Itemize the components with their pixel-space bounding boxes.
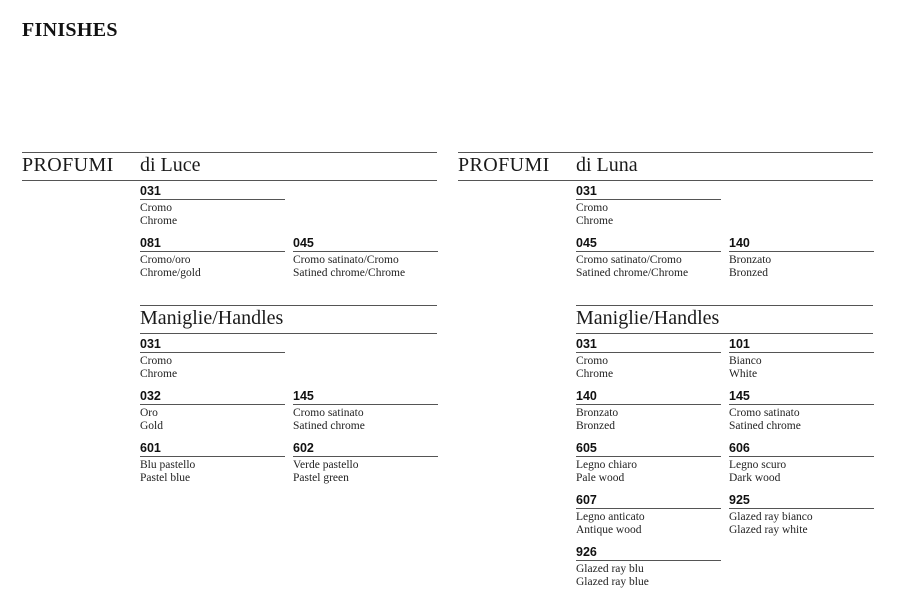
finish-name-italian: Glazed ray blu <box>576 563 644 575</box>
finish-code: 140 <box>729 236 874 252</box>
finish-description <box>576 511 721 536</box>
finish-code: 045 <box>293 236 438 252</box>
finish-name-english: Bronzed <box>576 419 615 432</box>
finishes-list <box>576 184 873 288</box>
finish-name-english: White <box>729 367 758 380</box>
finish-code: 926 <box>576 545 721 561</box>
finish-description <box>140 407 285 432</box>
finish-item <box>576 184 721 236</box>
finish-description <box>729 511 874 536</box>
finish-name-italian: Blu pastello <box>140 459 196 471</box>
finish-name-english: Glazed ray blue <box>576 575 649 588</box>
finish-code: 031 <box>140 337 285 353</box>
empty-cell <box>293 184 438 236</box>
finish-description <box>576 254 721 279</box>
collection-column-di-luce <box>22 152 437 493</box>
finish-name-english: Antique wood <box>576 523 642 536</box>
finish-item <box>576 493 721 545</box>
finish-description <box>576 459 721 484</box>
finish-name-italian: Legno chiaro <box>576 459 637 471</box>
finish-name-english: Dark wood <box>729 471 781 484</box>
finish-description <box>140 254 285 279</box>
finish-item <box>576 545 721 597</box>
finish-description <box>293 459 438 484</box>
finish-item <box>729 236 874 288</box>
collection-header <box>458 152 873 181</box>
handles-section-title: Maniglie/Handles <box>140 305 437 334</box>
finish-description <box>729 254 874 279</box>
finish-item <box>576 337 721 389</box>
finish-description <box>140 355 285 380</box>
finish-code: 140 <box>576 389 721 405</box>
finish-name-italian: Bronzato <box>576 407 619 419</box>
finish-code: 145 <box>729 389 874 405</box>
finish-code: 031 <box>576 184 721 200</box>
finish-item <box>729 389 874 441</box>
finishes-list <box>140 184 437 288</box>
finish-item <box>729 337 874 389</box>
finish-name-italian: Cromo <box>140 202 172 214</box>
finish-name-italian: Cromo satinato <box>729 407 800 419</box>
finish-item <box>576 441 721 493</box>
finish-name-english: Chrome/gold <box>140 266 201 279</box>
finish-item <box>576 236 721 288</box>
finish-item <box>140 337 285 389</box>
collection-header <box>22 152 437 181</box>
finish-name-italian: Legno scuro <box>729 459 787 471</box>
finish-code: 925 <box>729 493 874 509</box>
finish-code: 605 <box>576 441 721 457</box>
finish-code: 031 <box>576 337 721 353</box>
finish-name-english: Pastel green <box>293 471 349 484</box>
finish-item <box>576 389 721 441</box>
finish-item <box>293 389 438 441</box>
collection-name: di Luna <box>576 154 638 176</box>
brand-name: PROFUMI <box>458 154 550 176</box>
finish-description <box>576 355 721 380</box>
finish-code: 081 <box>140 236 285 252</box>
handles-list <box>576 337 873 597</box>
finish-name-italian: Legno anticato <box>576 511 645 523</box>
finish-name-italian: Bronzato <box>729 254 772 266</box>
finish-name-english: Chrome <box>576 214 614 227</box>
finish-name-english: Chrome <box>576 367 614 380</box>
finish-description <box>576 563 721 588</box>
finish-item <box>293 236 438 288</box>
finish-name-italian: Cromo satinato/Cromo <box>576 254 682 266</box>
brand-name: PROFUMI <box>22 154 114 176</box>
finish-description <box>140 459 285 484</box>
finish-name-italian: Cromo <box>576 355 608 367</box>
empty-cell <box>729 184 874 236</box>
finish-code: 606 <box>729 441 874 457</box>
finish-name-english: Satined chrome <box>293 419 365 432</box>
finish-item <box>729 441 874 493</box>
finish-name-italian: Cromo satinato/Cromo <box>293 254 399 266</box>
finish-description <box>729 459 874 484</box>
finish-name-english: Satined chrome/Chrome <box>576 266 689 279</box>
finish-name-english: Bronzed <box>729 266 768 279</box>
finish-name-english: Satined chrome/Chrome <box>293 266 406 279</box>
handles-list <box>140 337 437 493</box>
handles-section-title: Maniglie/Handles <box>576 305 873 334</box>
finish-code: 601 <box>140 441 285 457</box>
finish-description <box>729 355 874 380</box>
finish-code: 145 <box>293 389 438 405</box>
finish-name-english: Pastel blue <box>140 471 191 484</box>
finish-name-italian: Verde pastello <box>293 459 359 471</box>
finish-description <box>293 407 438 432</box>
finish-description <box>576 202 721 227</box>
finish-name-english: Chrome <box>140 214 178 227</box>
collection-name: di Luce <box>140 154 201 176</box>
finish-name-english: Chrome <box>140 367 178 380</box>
empty-cell <box>293 337 438 389</box>
finish-name-italian: Cromo satinato <box>293 407 364 419</box>
finish-name-italian: Cromo <box>140 355 172 367</box>
finish-item <box>140 441 285 493</box>
finish-description <box>140 202 285 227</box>
finish-name-english: Gold <box>140 419 163 432</box>
finish-item <box>293 441 438 493</box>
finish-name-italian: Oro <box>140 407 158 419</box>
finish-item <box>140 184 285 236</box>
finish-code: 031 <box>140 184 285 200</box>
finish-description <box>729 407 874 432</box>
finish-name-italian: Bianco <box>729 355 762 367</box>
finish-item <box>729 493 874 545</box>
finish-code: 045 <box>576 236 721 252</box>
finish-code: 602 <box>293 441 438 457</box>
finish-code: 032 <box>140 389 285 405</box>
finish-code: 607 <box>576 493 721 509</box>
finish-code: 101 <box>729 337 874 353</box>
finish-name-italian: Cromo/oro <box>140 254 191 266</box>
finish-description <box>293 254 438 279</box>
finish-name-italian: Glazed ray bianco <box>729 511 813 523</box>
finish-name-italian: Cromo <box>576 202 608 214</box>
finish-name-english: Satined chrome <box>729 419 801 432</box>
finish-name-english: Glazed ray white <box>729 523 808 536</box>
finish-item <box>140 389 285 441</box>
finish-name-english: Pale wood <box>576 471 625 484</box>
collection-column-di-luna <box>458 152 873 597</box>
finish-description <box>576 407 721 432</box>
page-title: FINISHES <box>22 19 118 41</box>
finish-item <box>140 236 285 288</box>
